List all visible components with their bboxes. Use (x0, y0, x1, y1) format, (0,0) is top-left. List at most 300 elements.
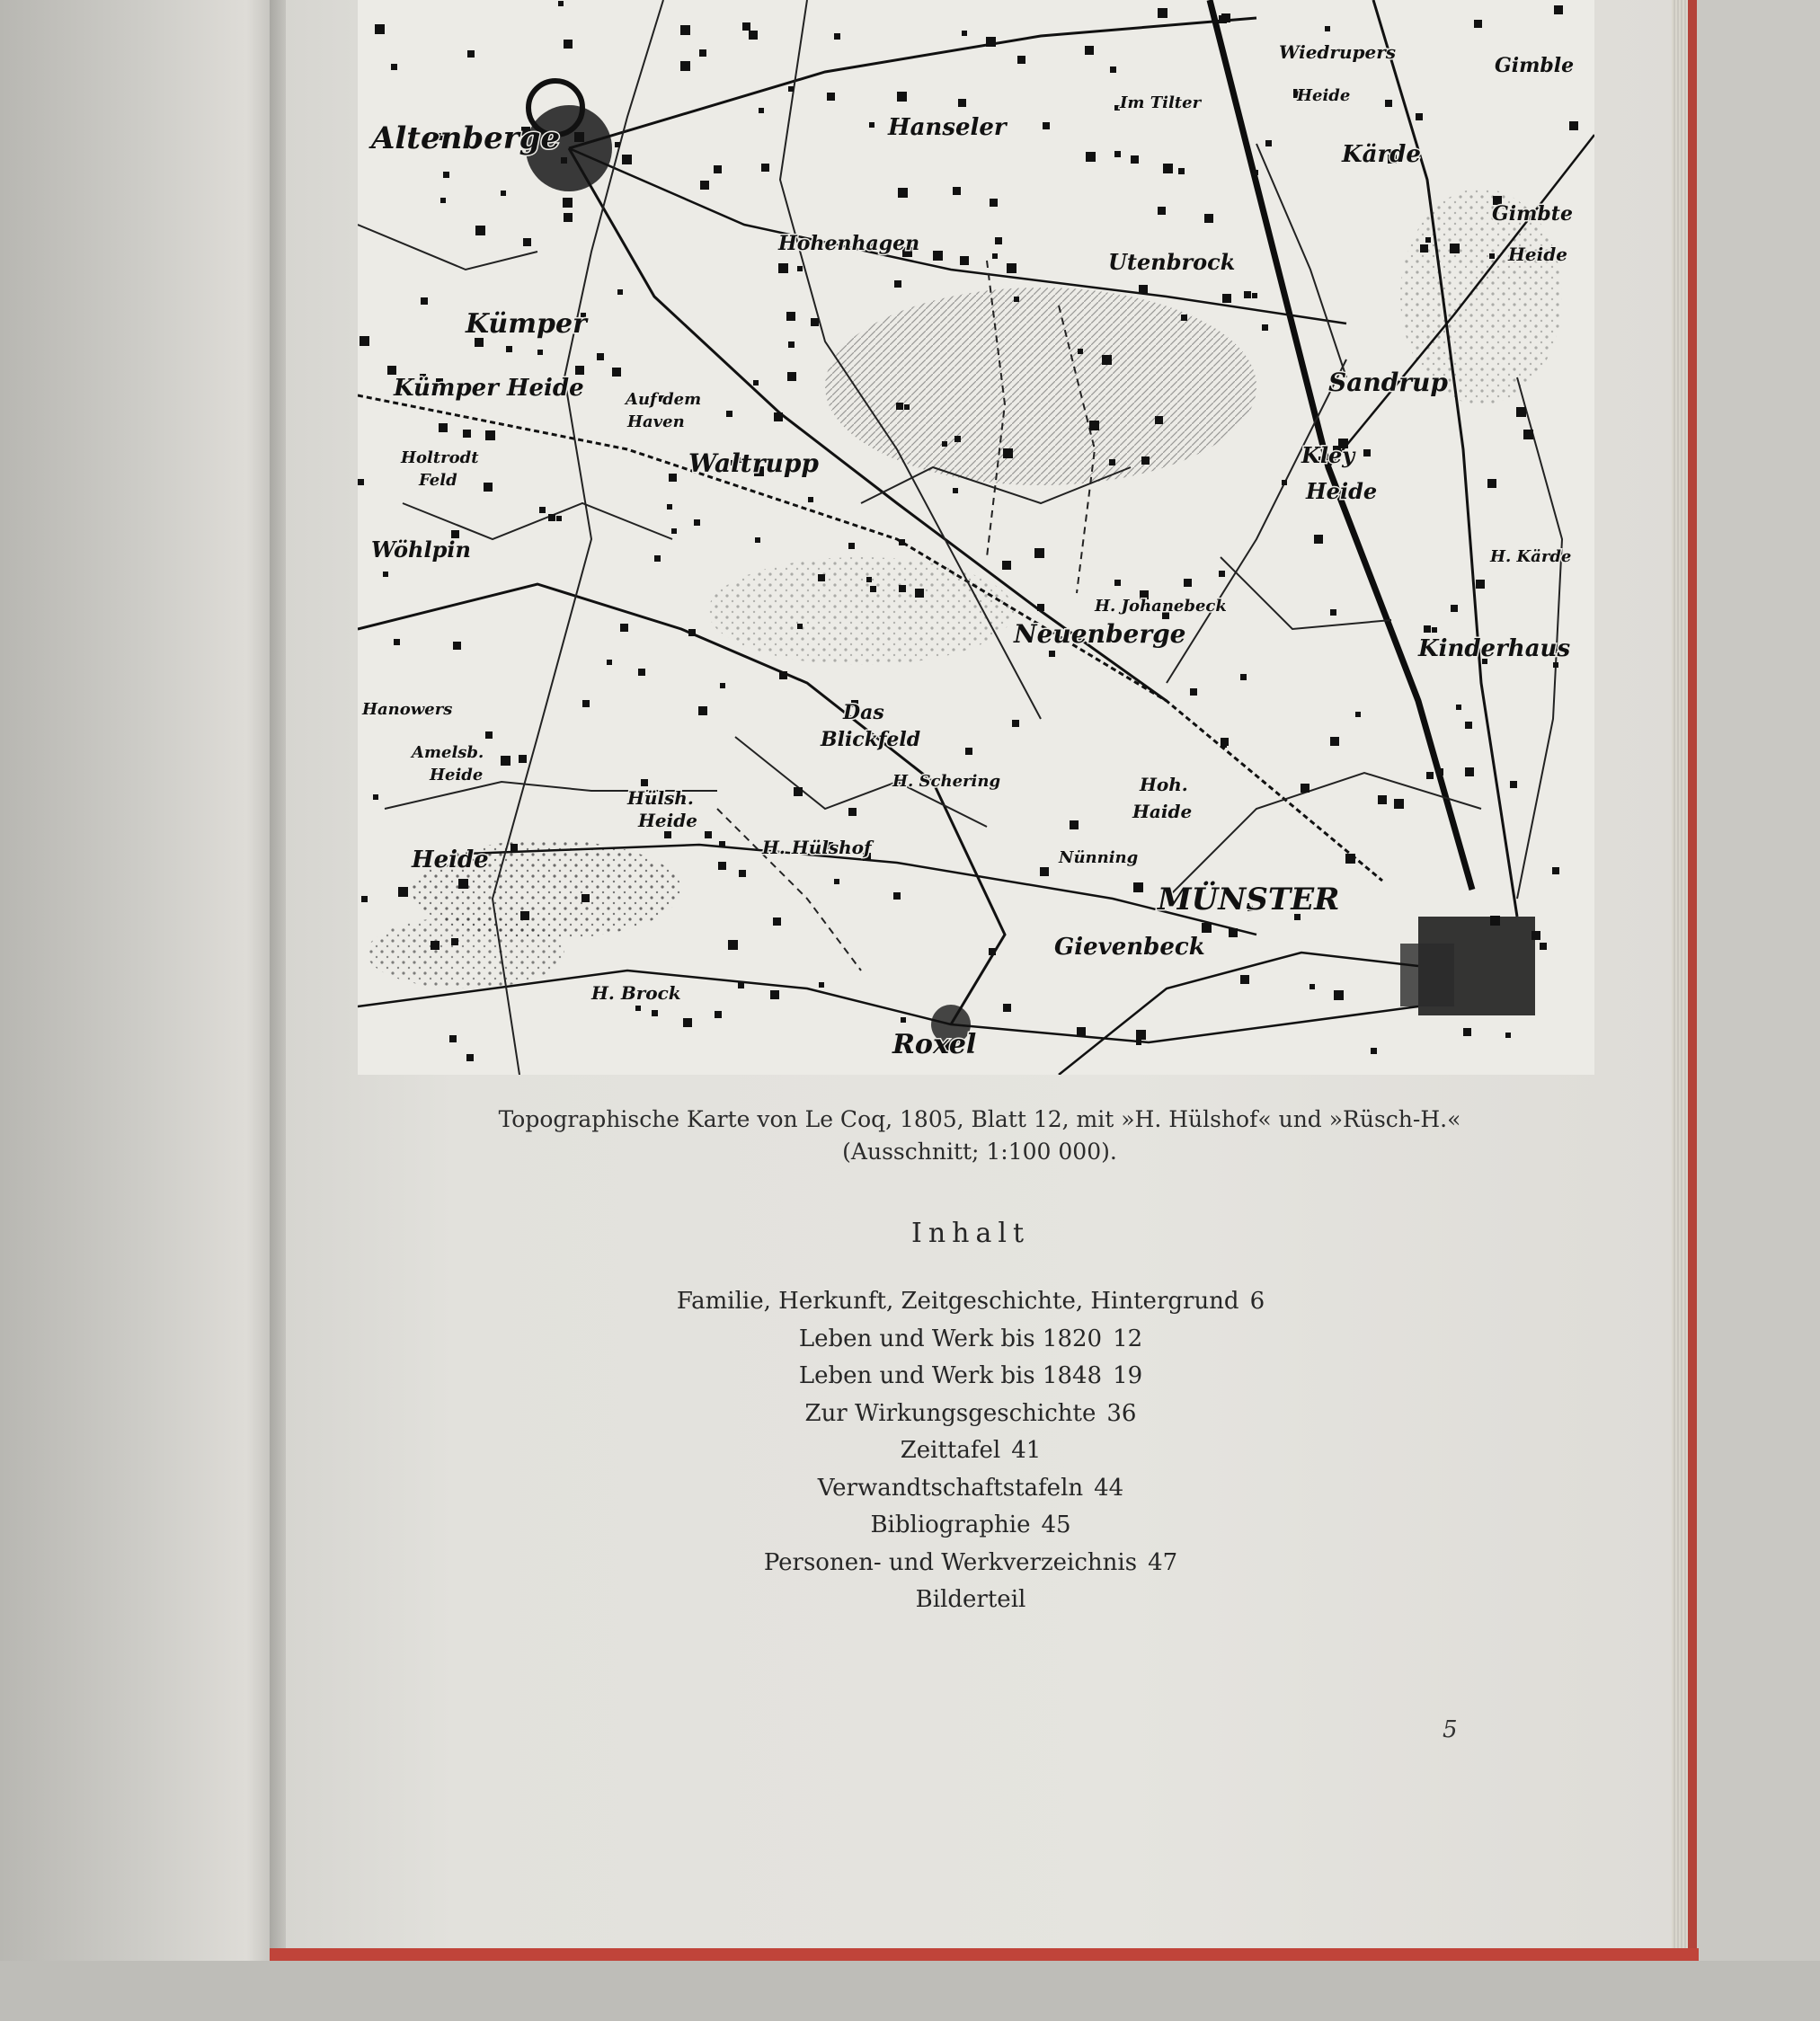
toc-entry-title: Bilderteil (915, 1586, 1026, 1613)
farmstead-mark (1325, 26, 1330, 31)
farmstead-mark (361, 896, 368, 902)
farmstead-mark (1569, 121, 1578, 130)
farmstead-mark (680, 25, 690, 35)
farmstead-mark (753, 380, 759, 386)
farmstead-mark (387, 366, 396, 375)
figure-caption-line-1: Topographische Karte von Le Coq, 1805, Blatt 12, mit »H. Hülshof« und »Rüsch-H.« (498, 1106, 1461, 1132)
farmstead-mark (431, 941, 439, 950)
farmstead-mark (683, 1018, 692, 1027)
table-surface (0, 1961, 1820, 2021)
farmstead-mark (1131, 155, 1139, 164)
farmstead-mark (485, 731, 493, 739)
farmstead-mark (954, 436, 961, 442)
toc-entry-title: Verwandtschaftstafeln (817, 1474, 1084, 1502)
farmstead-mark (443, 172, 449, 178)
farmstead-mark (778, 263, 788, 273)
map-place-label: Feld (419, 471, 457, 490)
farmstead-mark (1002, 561, 1011, 570)
map-place-label: Amelsb. (412, 743, 484, 762)
farmstead-mark (622, 155, 632, 164)
farmstead-mark (1244, 291, 1251, 298)
farmstead-mark (1262, 324, 1268, 331)
farmstead-mark (1163, 164, 1173, 173)
farmstead-mark (558, 1, 564, 6)
farmstead-mark (1505, 1033, 1511, 1038)
toc-entry-title: Zeittafel (900, 1437, 1001, 1464)
farmstead-mark (1450, 244, 1460, 253)
figure-caption-line-2: (Ausschnitt; 1:100 000). (842, 1139, 1117, 1165)
farmstead-mark (1540, 943, 1547, 950)
farmstead-mark (1114, 151, 1121, 157)
farmstead-mark (958, 99, 966, 107)
farmstead-mark (440, 198, 446, 203)
farmstead-mark (1037, 604, 1044, 611)
farmstead-mark (1204, 214, 1213, 223)
toc-entry (521, 1396, 1420, 1433)
toc-entry-page: 12 (1113, 1325, 1143, 1352)
farmstead-mark (749, 31, 758, 40)
farmstead-mark (501, 756, 510, 766)
farmstead-mark (1003, 448, 1013, 458)
map-place-label: Sandrup (1328, 368, 1448, 397)
farmstead-mark (1221, 738, 1229, 746)
farmstead-mark (1510, 781, 1517, 788)
farmstead-mark (794, 787, 803, 796)
farmstead-mark (1394, 799, 1404, 809)
farmstead-mark (1330, 609, 1336, 616)
farmstead-mark (1253, 170, 1258, 175)
farmstead-mark (373, 794, 378, 800)
farmstead-mark (449, 1035, 457, 1042)
toc-heading: Inhalt (910, 1218, 1031, 1249)
red-cover-edge (1688, 0, 1697, 1959)
map-place-label: Haven (627, 412, 685, 431)
farmstead-mark (995, 237, 1002, 244)
map-place-label: H. Brock (591, 982, 681, 1004)
farmstead-mark (612, 368, 621, 377)
farmstead-mark (1219, 15, 1227, 23)
farmstead-mark (770, 990, 779, 999)
farmstead-mark (933, 251, 943, 261)
toc-entry-page: 19 (1113, 1362, 1143, 1389)
marsh-area (708, 557, 1014, 665)
toc-entry (521, 1432, 1420, 1470)
map-place-label: Hanseler (888, 114, 1007, 141)
farmstead-mark (1133, 882, 1143, 892)
farmstead-mark (667, 504, 672, 510)
map-place-label: MÜNSTER (1158, 882, 1340, 917)
farmstead-mark (904, 404, 910, 410)
map-place-label: H. Johanebeck (1095, 597, 1227, 616)
map-place-label: Holtrodt (401, 448, 479, 467)
farmstead-mark (1476, 580, 1485, 589)
farmstead-mark (818, 574, 825, 581)
map-place-label: H. Hülshof (762, 837, 872, 858)
farmstead-mark (635, 1006, 641, 1011)
farmstead-mark (1178, 168, 1185, 174)
farmstead-mark (1451, 605, 1458, 612)
farmstead-mark (726, 411, 732, 417)
farmstead-mark (1181, 315, 1187, 321)
farmstead-mark (664, 831, 671, 838)
farmstead-mark (990, 199, 998, 207)
farmstead-mark (834, 879, 839, 884)
toc-entry-title: Familie, Herkunft, Zeitgeschichte, Hintergrund (676, 1288, 1239, 1315)
farmstead-mark (960, 256, 969, 265)
farmstead-mark (574, 132, 584, 142)
map-place-label: Blickfeld (821, 728, 921, 751)
farmstead-mark (1553, 662, 1558, 668)
farmstead-mark (1424, 625, 1431, 633)
map-place-label: Wiedrupers (1279, 41, 1396, 63)
map-place-label: Hanowers (362, 700, 453, 719)
farmstead-mark (1158, 207, 1166, 215)
farmstead-mark (1252, 293, 1257, 298)
farmstead-mark (537, 350, 543, 355)
farmstead-mark (698, 706, 707, 715)
farmstead-mark (899, 585, 906, 592)
farmstead-mark (1141, 456, 1150, 465)
farmstead-mark (827, 93, 835, 101)
farmstead-mark (1371, 1048, 1377, 1054)
farmstead-mark (484, 483, 493, 492)
farmstead-mark (615, 142, 620, 147)
farmstead-mark (520, 911, 529, 920)
farmstead-mark (728, 940, 738, 950)
farmstead-mark (1426, 772, 1434, 779)
hill-shading (825, 288, 1256, 485)
farmstead-mark (466, 1054, 474, 1061)
farmstead-mark (1378, 795, 1387, 804)
farmstead-mark (1070, 820, 1079, 829)
farmstead-mark (548, 514, 555, 521)
farmstead-mark (962, 31, 967, 36)
farmstead-mark (638, 669, 645, 676)
farmstead-mark (1034, 548, 1044, 558)
toc-entry (521, 1545, 1420, 1582)
farmstead-mark (797, 266, 803, 271)
farmstead-mark (869, 122, 874, 128)
farmstead-mark (786, 312, 795, 321)
map-place-label: Utenbrock (1108, 249, 1236, 275)
farmstead-mark (620, 624, 628, 632)
farmstead-mark (901, 1017, 906, 1023)
left-page (0, 0, 280, 2021)
farmstead-mark (986, 37, 996, 47)
toc-entry-title: Bibliographie (870, 1511, 1031, 1538)
farmstead-mark (680, 61, 690, 71)
farmstead-mark (375, 24, 385, 34)
farmstead-mark (953, 187, 961, 195)
farmstead-mark (463, 430, 471, 438)
farmstead-mark (1085, 46, 1094, 55)
farmstead-mark (360, 336, 369, 346)
farmstead-mark (1109, 459, 1115, 465)
farmstead-mark (654, 555, 661, 562)
farmstead-mark (834, 33, 840, 40)
map-place-label: Hoh. (1140, 774, 1188, 795)
farmstead-mark (819, 982, 824, 988)
farmstead-mark (1334, 990, 1344, 1000)
farmstead-mark (738, 982, 744, 988)
map-place-label: Auf dem (626, 390, 702, 409)
toc-entry (521, 1321, 1420, 1359)
farmstead-mark (439, 423, 448, 432)
farmstead-mark (641, 779, 648, 786)
farmstead-mark (1089, 421, 1099, 430)
farmstead-mark (1078, 349, 1083, 354)
farmstead-mark (383, 572, 388, 577)
farmstead-mark (1552, 867, 1559, 874)
farmstead-mark (1158, 8, 1167, 18)
farmstead-mark (1184, 579, 1192, 587)
map-place-label: H. Schering (892, 772, 1001, 791)
map-place-label: Kümper Heide (394, 375, 584, 402)
farmstead-mark (700, 181, 709, 190)
marsh-area (367, 917, 564, 988)
red-cover-bottom (270, 1948, 1699, 1961)
farmstead-mark (501, 191, 506, 196)
toc-entry-page: 45 (1041, 1511, 1071, 1538)
map-place-label: Altenberge (371, 120, 561, 156)
map-place-label: Neuenberge (1014, 619, 1186, 649)
farmstead-mark (1465, 767, 1474, 776)
farmstead-mark (694, 519, 700, 526)
farmstead-mark (1155, 416, 1163, 424)
farmstead-mark (1086, 152, 1096, 162)
map-place-label: Heide (1306, 478, 1378, 504)
map-place-label: Gimble (1495, 54, 1575, 77)
farmstead-mark (1456, 705, 1461, 710)
farmstead-mark (953, 488, 958, 493)
farmstead-mark (1432, 627, 1437, 633)
map-place-label: Kärde (1342, 141, 1421, 168)
farmstead-mark (1136, 1030, 1146, 1040)
map-place-label: H. Kärde (1490, 547, 1572, 566)
toc-entry-page: 6 (1249, 1288, 1265, 1315)
farmstead-mark (715, 1011, 722, 1018)
farmstead-mark (617, 289, 623, 295)
farmstead-mark (582, 894, 590, 902)
farmstead-mark (1490, 916, 1500, 926)
farmstead-mark (451, 938, 458, 945)
farmstead-mark (870, 586, 876, 592)
farmstead-mark (391, 64, 397, 70)
farmstead-mark (1012, 720, 1019, 727)
map-place-label: Kley (1301, 442, 1355, 468)
map-place-label: Gievenbeck (1054, 934, 1205, 961)
farmstead-mark (1219, 571, 1225, 577)
farmstead-mark (718, 862, 726, 870)
farmstead-mark (1190, 688, 1197, 696)
farmstead-mark (453, 642, 461, 650)
farmstead-mark (519, 755, 527, 763)
farmstead-mark (506, 346, 512, 352)
toc-entry-page: 47 (1148, 1548, 1178, 1576)
toc-entry (521, 1283, 1420, 1321)
farmstead-mark (556, 516, 562, 521)
farmstead-mark (759, 108, 764, 113)
toc-entry (521, 1470, 1420, 1508)
farmstead-mark (1114, 580, 1121, 586)
farmstead-mark (1420, 244, 1428, 253)
map-place-label: Heide (638, 810, 697, 831)
farmstead-mark (848, 543, 855, 549)
farmstead-mark (1265, 140, 1272, 146)
map-place-label: Hohenhagen (778, 232, 920, 255)
farmstead-mark (899, 539, 905, 545)
farmstead-mark (1523, 430, 1533, 439)
map-place-label: Kinderhaus (1418, 635, 1571, 662)
farmstead-mark (1474, 20, 1482, 28)
farmstead-mark (510, 844, 518, 851)
topographic-map (358, 0, 1594, 1075)
toc-entry-title: Leben und Werk bis 1848 (798, 1362, 1103, 1389)
table-of-contents (521, 1283, 1420, 1619)
farmstead-mark (358, 479, 364, 485)
farmstead-mark (1465, 722, 1472, 729)
farmstead-mark (773, 917, 781, 926)
farmstead-mark (755, 537, 760, 543)
farmstead-mark (779, 671, 787, 679)
farmstead-mark (788, 341, 795, 348)
farmstead-mark (1007, 263, 1017, 273)
map-place-label: Im Tilter (1120, 93, 1202, 112)
farmstead-mark (485, 430, 495, 440)
farmstead-mark (1425, 237, 1431, 243)
map-place-label: Nünning (1059, 848, 1139, 867)
farmstead-mark (575, 366, 584, 375)
farmstead-mark (563, 198, 573, 208)
farmstead-mark (705, 831, 712, 838)
farmstead-mark (915, 589, 924, 598)
page-number: 5 (1443, 1716, 1458, 1743)
farmstead-mark (467, 50, 475, 58)
farmstead-mark (1489, 253, 1495, 259)
farmstead-mark (797, 624, 803, 629)
farmstead-mark (1314, 535, 1323, 544)
toc-entry (521, 1582, 1420, 1619)
map-place-label: Waltrupp (688, 448, 819, 478)
toc-entry-page: 36 (1106, 1399, 1137, 1427)
farmstead-mark (1531, 931, 1540, 940)
farmstead-mark (742, 22, 750, 31)
map-place-label: Roxel (892, 1029, 977, 1060)
farmstead-mark (421, 297, 428, 305)
map-place-label: Heide (1297, 86, 1351, 105)
farmstead-mark (774, 412, 783, 421)
farmstead-mark (714, 165, 722, 173)
farmstead-mark (894, 280, 901, 288)
map-place-label: Kümper (466, 308, 587, 340)
farmstead-mark (1463, 1028, 1471, 1036)
map-place-label: Heide (1508, 244, 1567, 265)
farmstead-mark (1003, 1004, 1011, 1012)
farmstead-mark (1282, 480, 1287, 485)
farmstead-mark (564, 213, 573, 222)
farmstead-mark (394, 639, 400, 645)
farmstead-mark (1310, 984, 1315, 989)
farmstead-mark (597, 353, 604, 360)
farmstead-mark (811, 318, 819, 326)
farmstead-mark (1077, 1027, 1086, 1036)
map-place-label: Haide (1132, 801, 1193, 822)
farmstead-mark (398, 887, 408, 897)
farmstead-mark (788, 86, 794, 92)
farmstead-mark (1014, 297, 1019, 302)
farmstead-mark (1436, 768, 1443, 776)
farmstead-mark (1355, 712, 1361, 717)
farmstead-mark (965, 748, 972, 755)
farmstead-mark (1554, 5, 1563, 14)
farmstead-mark (564, 40, 573, 49)
farmstead-mark (607, 660, 612, 665)
farmstead-mark (1385, 100, 1392, 107)
farmstead-mark (458, 879, 468, 889)
map-place-label: Gimbte (1492, 202, 1573, 226)
farmstead-mark (897, 92, 907, 102)
farmstead-mark (761, 164, 769, 172)
farmstead-mark (1222, 294, 1231, 303)
farmstead-mark (1363, 449, 1371, 456)
map-place-label: Das (843, 701, 884, 724)
toc-entry (521, 1507, 1420, 1545)
farmstead-mark (561, 157, 567, 164)
farmstead-mark (652, 1010, 658, 1016)
farmstead-mark (719, 841, 725, 847)
toc-entry-page: 44 (1094, 1474, 1124, 1502)
farmstead-mark (1345, 854, 1355, 864)
farmstead-mark (582, 700, 590, 707)
farmstead-mark (1240, 975, 1249, 984)
farmstead-mark (989, 948, 996, 955)
farmstead-mark (992, 253, 998, 259)
farmstead-mark (942, 441, 947, 447)
farmstead-mark (523, 238, 531, 246)
farmstead-mark (898, 188, 908, 198)
farmstead-mark (1202, 923, 1212, 933)
farmstead-mark (1110, 66, 1116, 73)
farmstead-mark (1301, 784, 1310, 793)
farmstead-mark (1516, 407, 1526, 417)
map-place-label: Heide (430, 766, 484, 784)
farmstead-mark (1049, 651, 1055, 657)
farmstead-mark (893, 892, 901, 900)
farmstead-mark (808, 497, 813, 502)
farmstead-mark (475, 226, 485, 235)
farmstead-mark (1416, 113, 1423, 120)
farmstead-mark (1330, 737, 1339, 746)
farmstead-mark (1102, 355, 1112, 365)
farmstead-mark (1240, 674, 1247, 680)
map-place-label: Hülsh. (627, 787, 694, 809)
toc-entry-title: Personen- und Werkverzeichnis (763, 1548, 1138, 1576)
farmstead-mark (699, 49, 706, 57)
farmstead-mark (1043, 122, 1050, 129)
map-place-label: Wöhlpin (371, 536, 471, 563)
farmstead-mark (1229, 928, 1238, 937)
toc-entry-title: Zur Wirkungsgeschichte (804, 1399, 1096, 1427)
farmstead-mark (866, 577, 872, 582)
toc-entry (521, 1358, 1420, 1396)
farmstead-mark (848, 808, 857, 816)
farmstead-mark (720, 683, 725, 688)
map-drawing (358, 0, 1594, 1075)
farmstead-mark (669, 474, 677, 482)
farmstead-mark (787, 372, 796, 381)
farmstead-mark (739, 870, 746, 877)
farmstead-mark (1139, 285, 1148, 294)
